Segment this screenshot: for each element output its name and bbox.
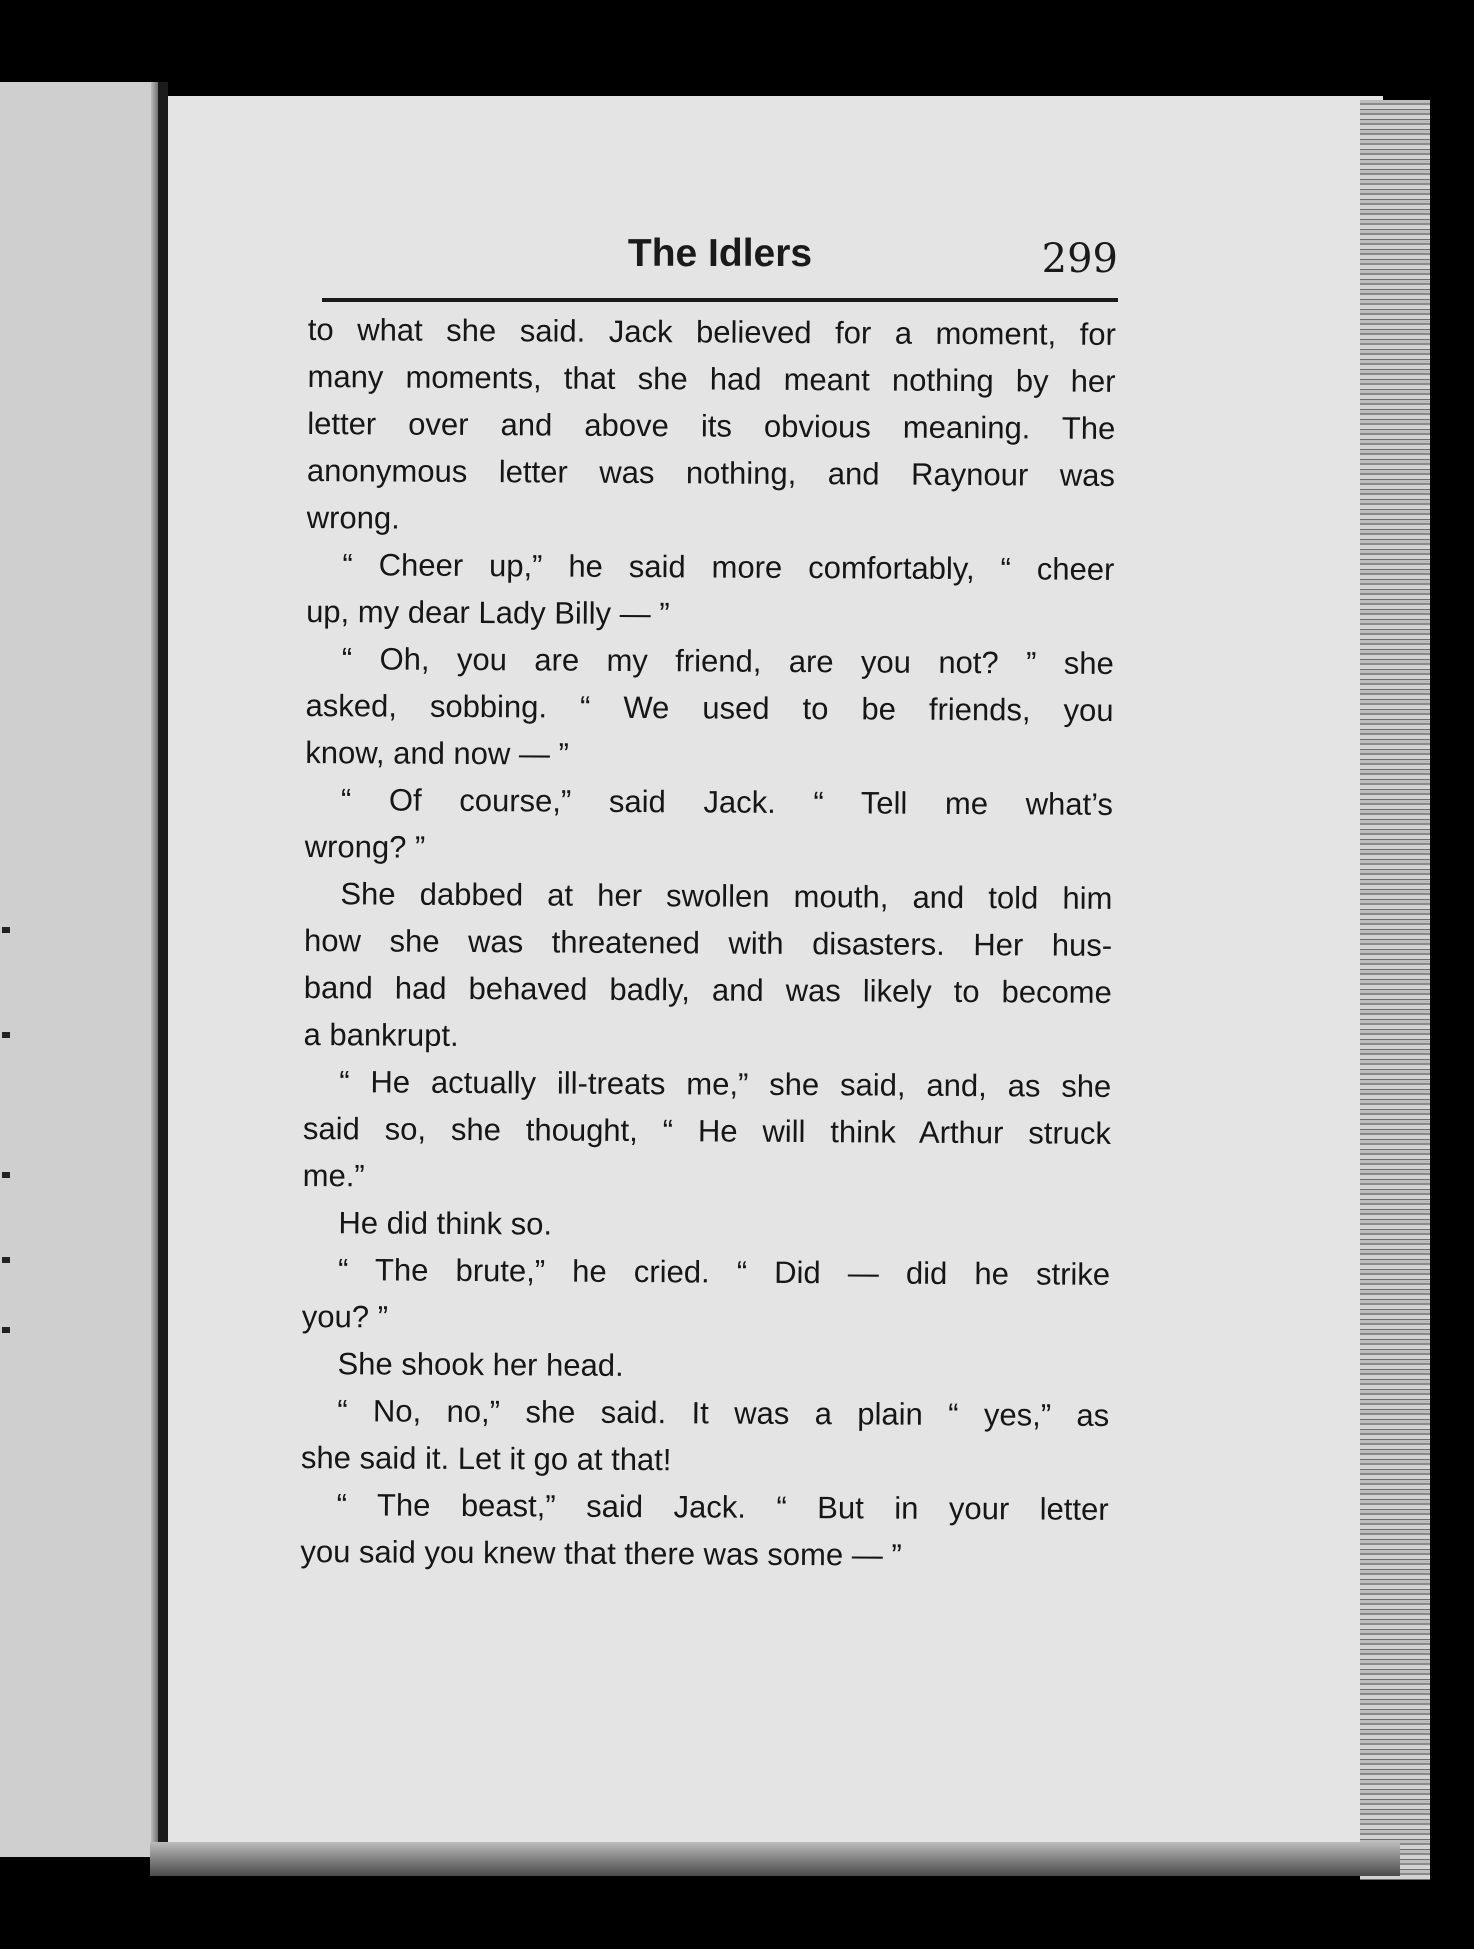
page-edges	[1360, 100, 1430, 1880]
page-number: 299	[1041, 236, 1118, 282]
text-line: me.”	[302, 1157, 365, 1194]
text-line: “ No, no,” she said. It was a plain “ yes,” as	[337, 1393, 1110, 1433]
text-line: She shook her head.	[337, 1346, 624, 1383]
text-line: you said you knew that there was some — ”	[300, 1533, 902, 1573]
text-line: “ Of course,” said Jack. “ Tell me what’s	[340, 782, 1114, 822]
facing-page-mark	[2, 1032, 10, 1038]
text-line: “ Cheer up,” he said more comfortably, “ cheer	[342, 547, 1115, 587]
text-line: said so, she thought, “ He will think Arthur struck	[302, 1110, 1112, 1151]
facing-page-mark	[2, 1327, 10, 1333]
text-line: how she was threatened with disasters. Her hus-	[304, 922, 1113, 963]
running-title: The Idlers	[627, 232, 813, 275]
text-line: to what she said. Jack believed for a moment, for	[307, 311, 1116, 352]
text-line: “ The beast,” said Jack. “ But in your letter	[336, 1487, 1109, 1527]
text-line: She dabbed at her swollen mouth, and told him	[340, 876, 1113, 916]
text-line: a bankrupt.	[303, 1016, 459, 1053]
text-line: asked, sobbing. “ We used to be friends, you	[305, 687, 1114, 728]
text-line: up, my dear Lady Billy — ”	[306, 593, 670, 632]
text-line: “ The brute,” he cried. “ Did — did he strike	[338, 1252, 1111, 1292]
text-line: band had behaved badly, and was likely to become	[303, 969, 1112, 1010]
text-line: anonymous letter was nothing, and Raynour was	[306, 452, 1116, 493]
facing-page-mark	[2, 1172, 10, 1178]
text-line: know, and now — ”	[305, 734, 570, 772]
text-line: she said it. Let it go at that!	[300, 1439, 672, 1478]
body-text	[300, 306, 1116, 1580]
page-bottom-shadow	[150, 1842, 1400, 1876]
text-line: wrong? ”	[304, 828, 426, 865]
text-line: “ He actually ill-treats me,” she said, and, as she	[339, 1064, 1112, 1104]
header-rule	[322, 298, 1118, 302]
text-line: many moments, that she had meant nothing by her	[307, 358, 1116, 399]
facing-page-mark	[2, 1257, 10, 1263]
text-line: wrong.	[306, 499, 400, 536]
text-line: “ Oh, you are my friend, are you not? ” she	[341, 641, 1114, 681]
running-header	[322, 224, 1118, 304]
facing-page-mark	[2, 927, 10, 933]
text-line: you? ”	[301, 1298, 389, 1335]
facing-page-edge	[0, 82, 163, 1857]
text-line: He did think so.	[338, 1205, 553, 1242]
book-gutter	[158, 82, 168, 1862]
text-line: letter over and above its obvious meaning. The	[307, 405, 1116, 446]
